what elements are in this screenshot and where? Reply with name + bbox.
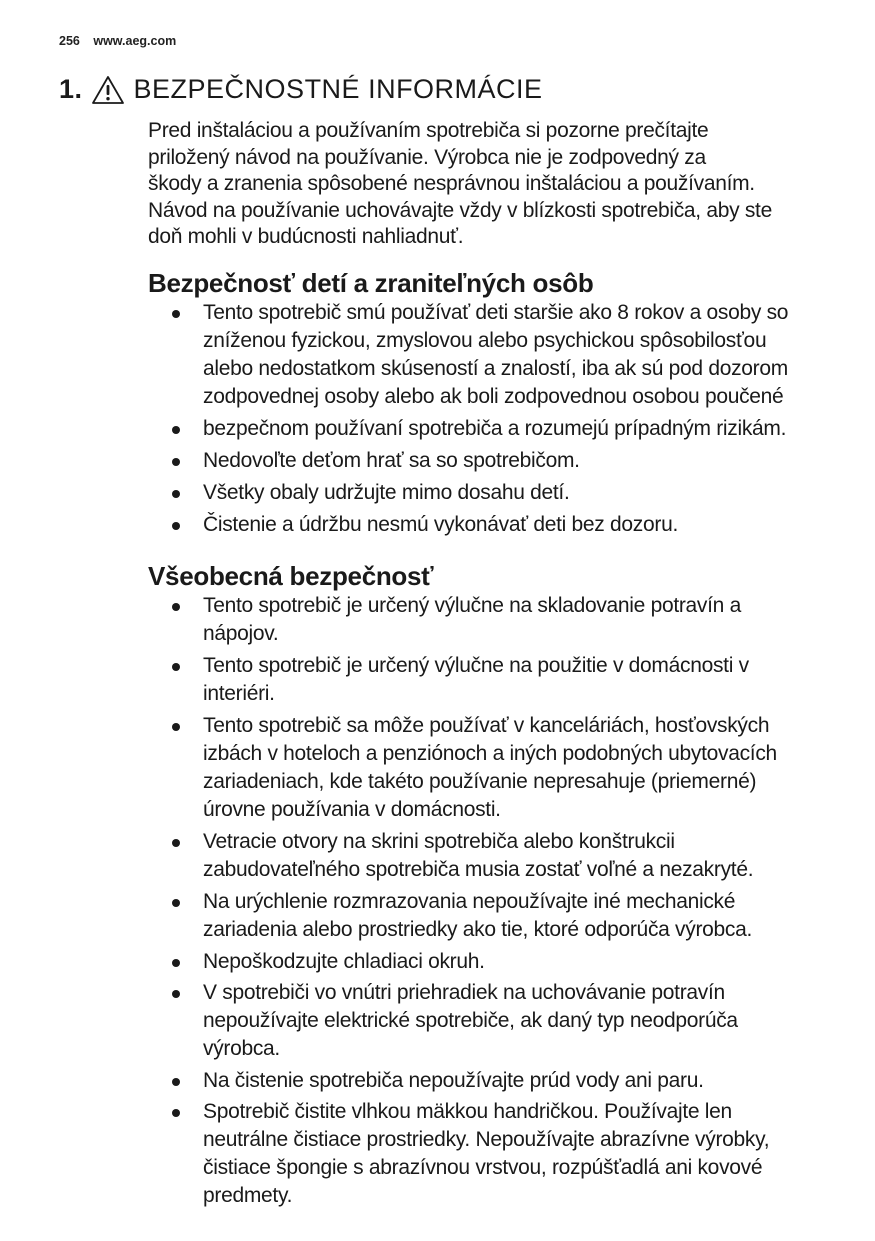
list-item: Vetracie otvory na skrini spotrebiča alebo konštrukcii zabudovateľného spotrebiča musia zostať voľné a nezakryté. — [148, 828, 828, 884]
bullet-icon — [172, 426, 180, 434]
list-item: Tento spotrebič smú používať deti staršie ako 8 rokov a osoby so zníženou fyzickou, zmyslovou alebo psychickou spôsobilosťou alebo nedostatkom skúseností a znalostí, iba ak sú pod dozorom zodpovednej osoby alebo ak boli zodpovednou osobou poučené — [148, 299, 828, 411]
website-link[interactable]: www.aeg.com — [93, 34, 177, 48]
intro-line: priložený návod na používanie. Výrobca nie je zodpovedný za — [148, 145, 706, 169]
general-safety-list — [148, 592, 828, 1210]
section-title: BEZPEČNOSTNÉ INFORMÁCIE — [133, 74, 543, 104]
bullet-icon — [172, 663, 180, 671]
warning-triangle-icon — [91, 75, 125, 105]
bullet-icon — [172, 310, 180, 318]
bullet-icon — [172, 1078, 180, 1086]
intro-line: doň mohli v budúcnosti nahliadnuť. — [148, 225, 464, 248]
list-item: Na urýchlenie rozmrazovania nepoužívajte iné mechanické zariadenia alebo prostriedky ako tie, ktoré odporúča výrobca. — [148, 888, 828, 944]
intro-paragraph — [148, 118, 828, 251]
bullet-icon — [172, 458, 180, 466]
list-item: bezpečnom používaní spotrebiča a rozumejú prípadným rizikám. — [148, 415, 828, 443]
bullet-icon — [172, 723, 180, 731]
bullet-icon — [172, 990, 180, 998]
intro-line: škody a zranenia spôsobené nesprávnou inštaláciou a používaním. — [148, 172, 755, 195]
bullet-icon — [172, 839, 180, 847]
section-number: 1. — [59, 74, 83, 104]
list-item: Na čistenie spotrebiča nepoužívajte prúd vody ani paru. — [148, 1067, 828, 1095]
bullet-icon — [172, 490, 180, 498]
page-header — [59, 34, 176, 48]
general-safety-heading: Všeobecná bezpečnosť — [148, 560, 434, 591]
bullet-icon — [172, 522, 180, 530]
list-item: Nepoškodzujte chladiaci okruh. — [148, 948, 828, 976]
main-content — [148, 118, 828, 1213]
children-safety-heading: Bezpečnosť detí a zraniteľných osôb — [148, 267, 594, 298]
bullet-icon — [172, 1109, 180, 1117]
intro-line: Pred inštaláciou a používaním spotrebiča si pozorne prečítajte — [148, 119, 709, 142]
list-item: Tento spotrebič je určený výlučne na použitie v domácnosti v interiéri. — [148, 652, 828, 708]
section-heading — [59, 74, 543, 105]
bullet-icon — [172, 959, 180, 967]
list-item: Tento spotrebič je určený výlučne na skladovanie potravín a nápojov. — [148, 592, 828, 648]
children-safety-list — [148, 299, 828, 539]
list-item: Čistenie a údržbu nesmú vykonávať deti bez dozoru. — [148, 511, 828, 539]
list-item: V spotrebiči vo vnútri priehradiek na uchovávanie potravín nepoužívajte elektrické spotrebiče, ak daný typ neodporúča výrobca. — [148, 979, 828, 1063]
bullet-icon — [172, 603, 180, 611]
list-item: Spotrebič čistite vlhkou mäkkou handričkou. Používajte len neutrálne čistiace prostriedky. Nepoužívajte abrazívne výrobky, čistiace špongie s abrazívnou vrstvou, rozpúšťadlá ani kovové predmety. — [148, 1098, 828, 1210]
intro-line: Návod na používanie uchovávajte vždy v blízkosti spotrebiča, aby ste — [148, 198, 772, 222]
list-item: Všetky obaly udržujte mimo dosahu detí. — [148, 479, 828, 507]
list-item: Nedovoľte deťom hrať sa so spotrebičom. — [148, 447, 828, 475]
page-number: 256 — [59, 34, 80, 48]
bullet-icon — [172, 899, 180, 907]
list-item: Tento spotrebič sa môže používať v kanceláriách, hosťovských izbách v hoteloch a penziónoch a iných podobných ubytovacích zariadeniach, kde takéto používanie nepresahuje (priemerné) úrovne používania v domácnosti. — [148, 712, 828, 824]
